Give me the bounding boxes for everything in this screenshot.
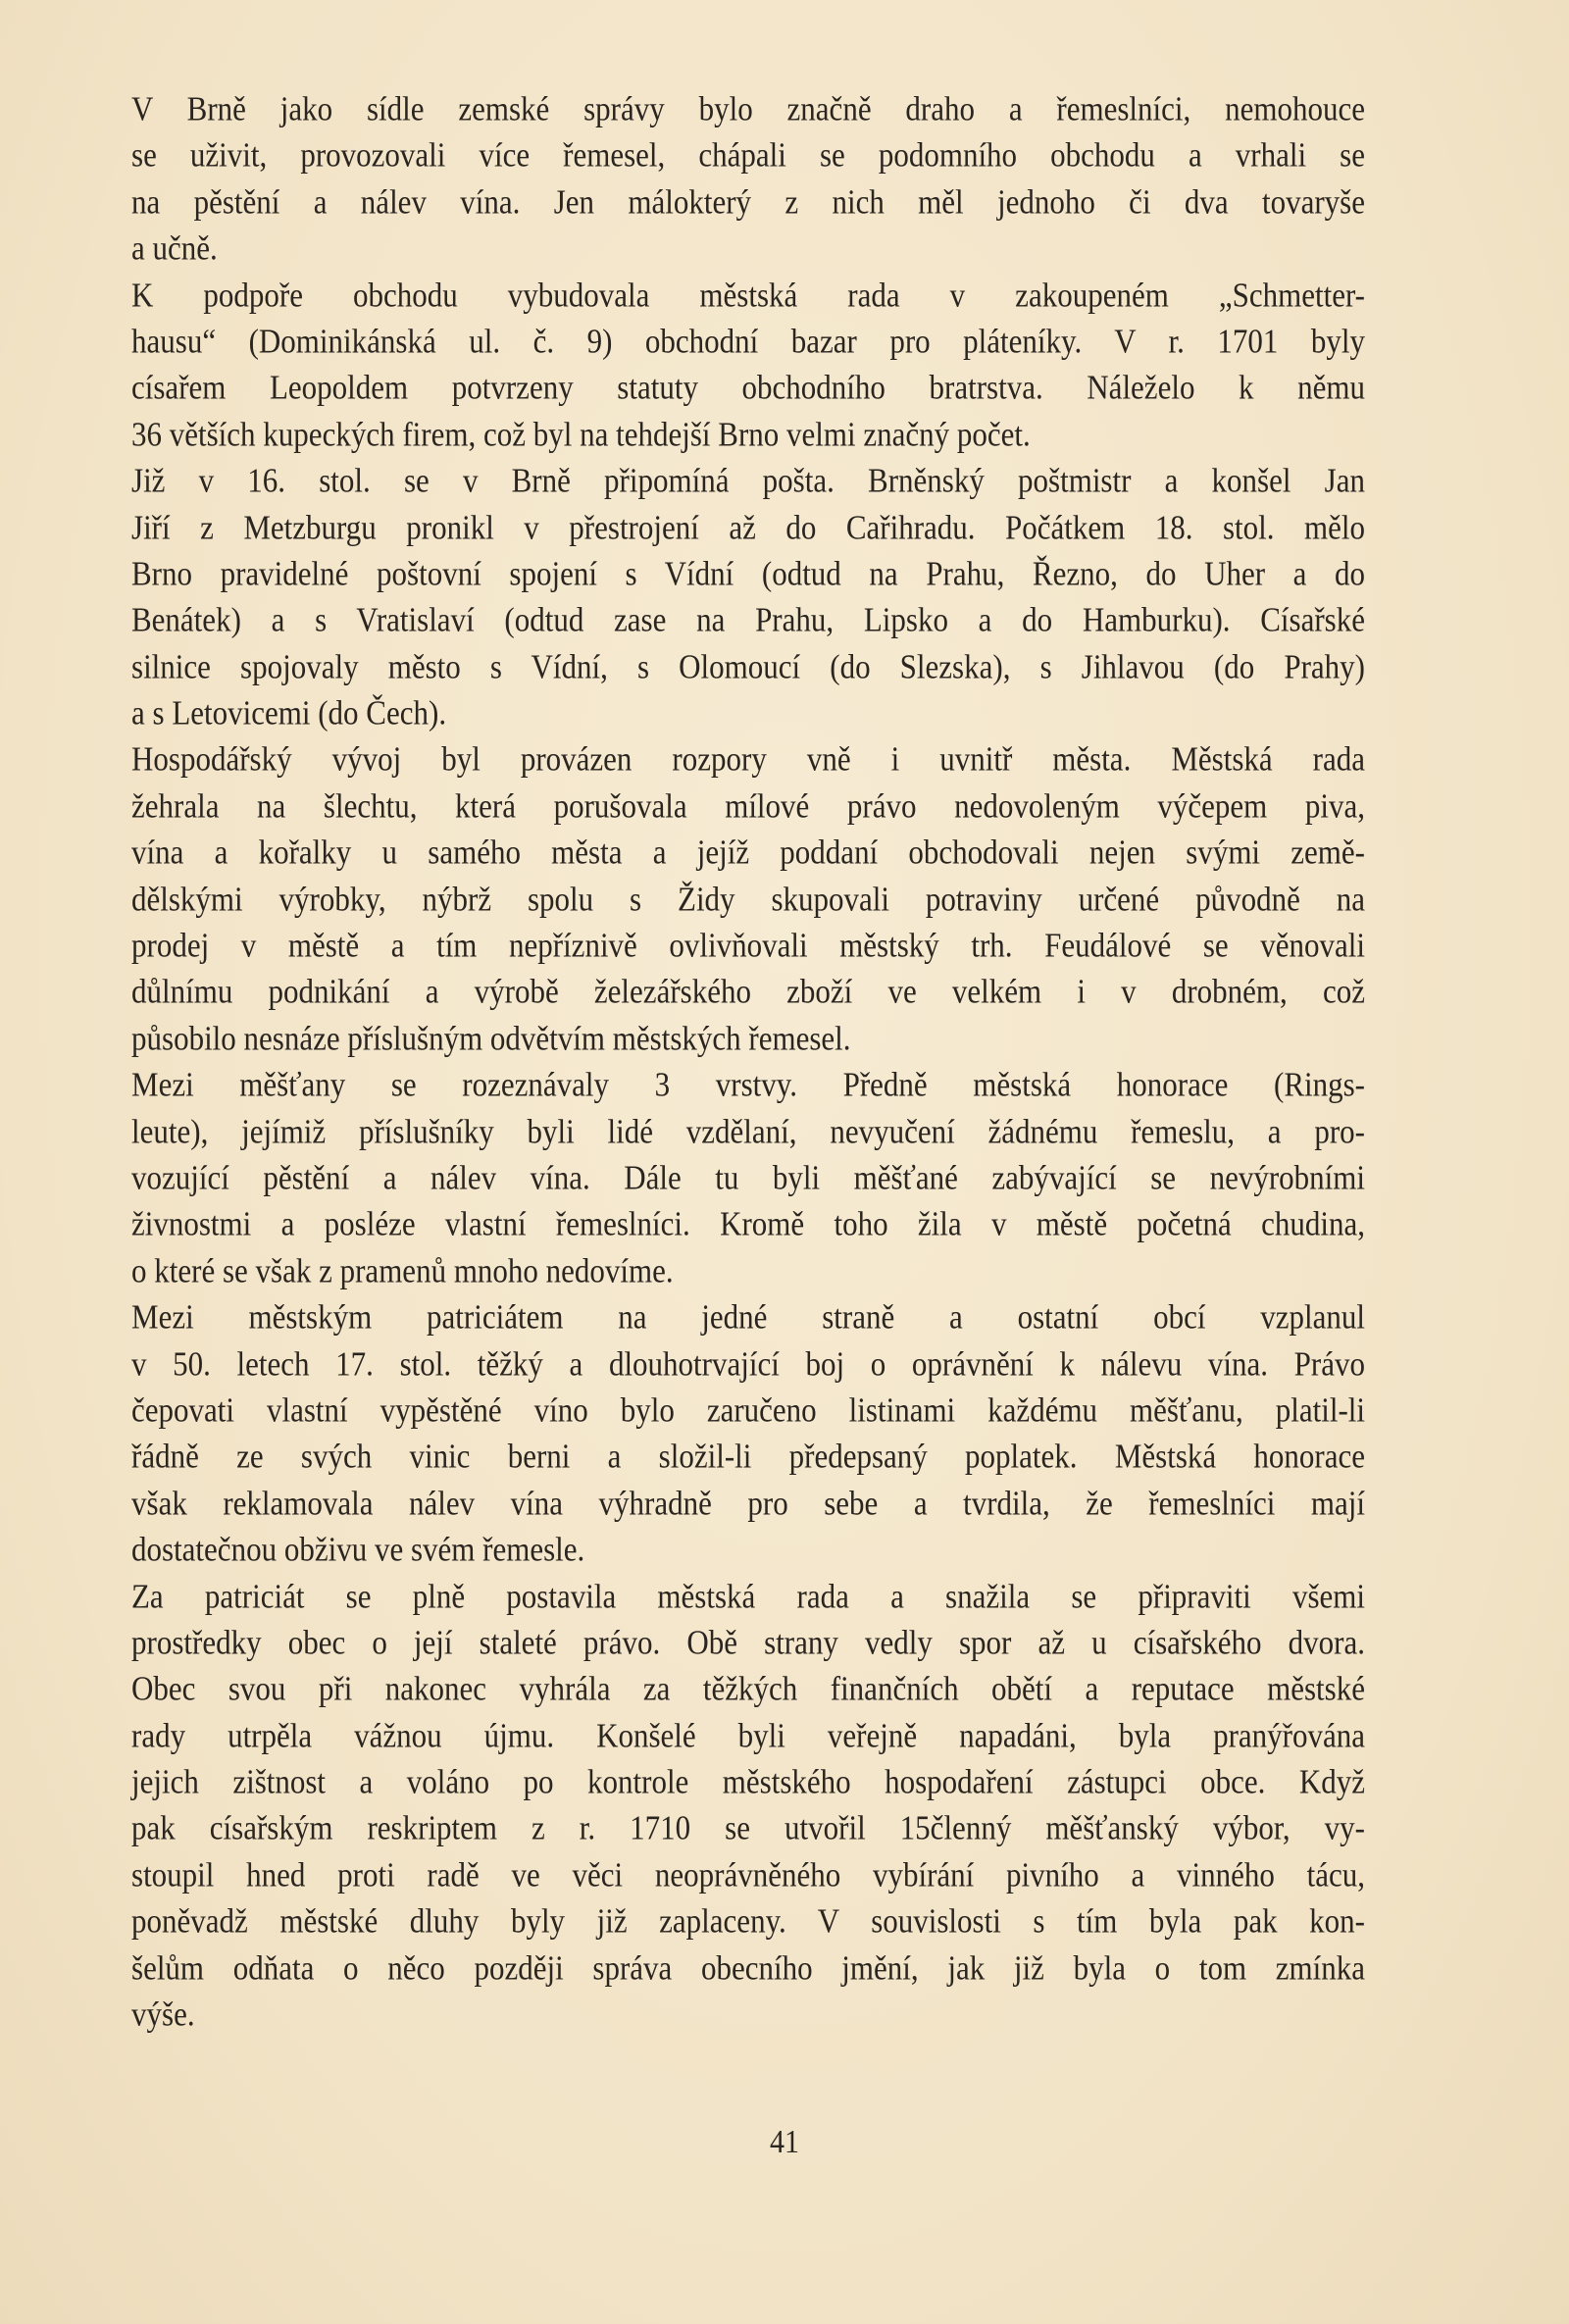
text-line: poněvadž městské dluhy byly již zaplaceny. V souvislosti s tím byla pak kon- bbox=[131, 1901, 1365, 1941]
text-line: leute), jejímiž příslušníky byli lidé vzdělaní, nevyučení žádnému řemeslu, a pro- bbox=[131, 1111, 1365, 1151]
text-line: na pěstění a nálev vína. Jen málokterý z nich měl jednoho či dva tovaryše bbox=[131, 182, 1365, 222]
paragraph bbox=[131, 273, 1365, 459]
paragraph bbox=[131, 86, 1365, 273]
text-line: Jiří z Metzburgu pronikl v přestrojení až do Cařihradu. Počátkem 18. stol. mělo bbox=[131, 507, 1365, 547]
text-line: a učně. bbox=[131, 228, 218, 268]
text-line: působilo nesnáze příslušným odvětvím městských řemesel. bbox=[131, 1019, 851, 1058]
text-line: Obec svou při nakonec vyhrála za těžkých finančních obětí a reputace městské bbox=[131, 1669, 1365, 1708]
paragraph bbox=[131, 458, 1365, 736]
text-line: žehrala na šlechtu, která porušovala mílové právo nedovoleným výčepem piva, bbox=[131, 786, 1365, 826]
text-line: však reklamovala nálev vína výhradně pro sebe a tvrdila, že řemeslníci mají bbox=[131, 1484, 1365, 1523]
text-line: V Brně jako sídle zemské správy bylo značně draho a řemeslníci, nemohouce bbox=[131, 89, 1365, 128]
text-line: císařem Leopoldem potvrzeny statuty obchodního bratrstva. Náleželo k němu bbox=[131, 368, 1365, 407]
text-line: 36 větších kupeckých firem, což byl na tehdejší Brno velmi značný počet. bbox=[131, 415, 1031, 454]
paragraph bbox=[131, 736, 1365, 1062]
paragraph bbox=[131, 1294, 1365, 1573]
text-line: hausu“ (Dominikánská ul. č. 9) obchodní bazar pro pláteníky. V r. 1701 byly bbox=[131, 322, 1365, 361]
text-line: šelům odňata o něco později správa obecního jmění, jak již byla o tom zmínka bbox=[131, 1947, 1365, 1988]
text-line: Mezi měšťany se rozeznávaly 3 vrstvy. Předně městská honorace (Rings- bbox=[131, 1065, 1365, 1104]
text-line: prostředky obec o její staleté právo. Obě strany vedly spor až u císařského dvora. bbox=[131, 1623, 1365, 1662]
text-line: dělskými výrobky, nýbrž spolu s Židy skupovali potraviny určené původně na bbox=[131, 879, 1365, 919]
text-line: Hospodářský vývoj byl provázen rozpory vně i uvnitř města. Městská rada bbox=[131, 739, 1365, 779]
text-line: vozující pěstění a nálev vína. Dále tu byli měšťané zabývající se nevýrobními bbox=[131, 1158, 1365, 1197]
text-line: Již v 16. stol. se v Brně připomíná pošta. Brněnský poštmistr a konšel Jan bbox=[131, 461, 1365, 500]
text-line: a s Letovicemi (do Čech). bbox=[131, 693, 447, 733]
paragraph bbox=[131, 1574, 1365, 2039]
text-line: pak císařským reskriptem z r. 1710 se utvořil 15členný měšťanský výbor, vy- bbox=[131, 1808, 1365, 1847]
text-line: rady utrpěla vážnou újmu. Konšelé byli veřejně napadáni, byla pranýřována bbox=[131, 1715, 1365, 1755]
text-line: se uživit, provozovali více řemesel, chápali se podomního obchodu a vrhali se bbox=[131, 135, 1365, 175]
text-line: živnostmi a posléze vlastní řemeslníci. Kromě toho žila v městě početná chudina, bbox=[131, 1204, 1365, 1243]
text-line: řádně ze svých vinic berni a složil-li předepsaný poplatek. Městská honorace bbox=[131, 1437, 1365, 1476]
text-line: v 50. letech 17. stol. těžký a dlouhotrvající boj o oprávnění k nálevu vína. Právo bbox=[131, 1343, 1365, 1384]
page-body-text bbox=[131, 86, 1365, 2038]
text-line: důlnímu podnikání a výrobě železářského zboží ve velkém i v drobném, což bbox=[131, 972, 1365, 1011]
text-line: stoupil hned proti radě ve věci neoprávněného vybírání pivního a vinného tácu, bbox=[131, 1855, 1365, 1895]
text-line: vína a kořalky u samého města a jejíž poddaní obchodovali nejen svými země- bbox=[131, 833, 1365, 872]
text-line: Benátek) a s Vratislaví (odtud zase na Prahu, Lipsko a do Hamburku). Císařské bbox=[131, 600, 1365, 639]
text-line: čepovati vlastní vypěstěné víno bylo zaručeno listinami každému měšťanu, platil-li bbox=[131, 1390, 1365, 1430]
text-line: silnice spojovaly město s Vídní, s Olomoucí (do Slezska), s Jihlavou (do Prahy) bbox=[131, 646, 1365, 686]
text-line: prodej v městě a tím nepříznivě ovlivňovali městský trh. Feudálové se věnovali bbox=[131, 926, 1365, 965]
text-line: o které se však z pramenů mnoho nedovíme. bbox=[131, 1251, 674, 1290]
text-line: Brno pravidelné poštovní spojení s Vídní (odtud na Prahu, Řezno, do Uher a do bbox=[131, 554, 1365, 593]
text-line: jejich zištnost a voláno po kontrole městského hospodaření zástupci obce. Když bbox=[131, 1762, 1365, 1801]
page-number: 41 bbox=[770, 2123, 799, 2160]
text-line: výše. bbox=[131, 1995, 195, 2034]
paragraph bbox=[131, 1062, 1365, 1294]
text-line: K podpoře obchodu vybudovala městská rada v zakoupeném „Schmetter- bbox=[131, 275, 1365, 315]
text-line: Za patriciát se plně postavila městská rada a snažila se připraviti všemi bbox=[131, 1576, 1365, 1616]
text-line: Mezi městským patriciátem na jedné straně a ostatní obcí vzplanul bbox=[131, 1297, 1365, 1337]
text-line: dostatečnou obživu ve svém řemesle. bbox=[131, 1530, 585, 1569]
